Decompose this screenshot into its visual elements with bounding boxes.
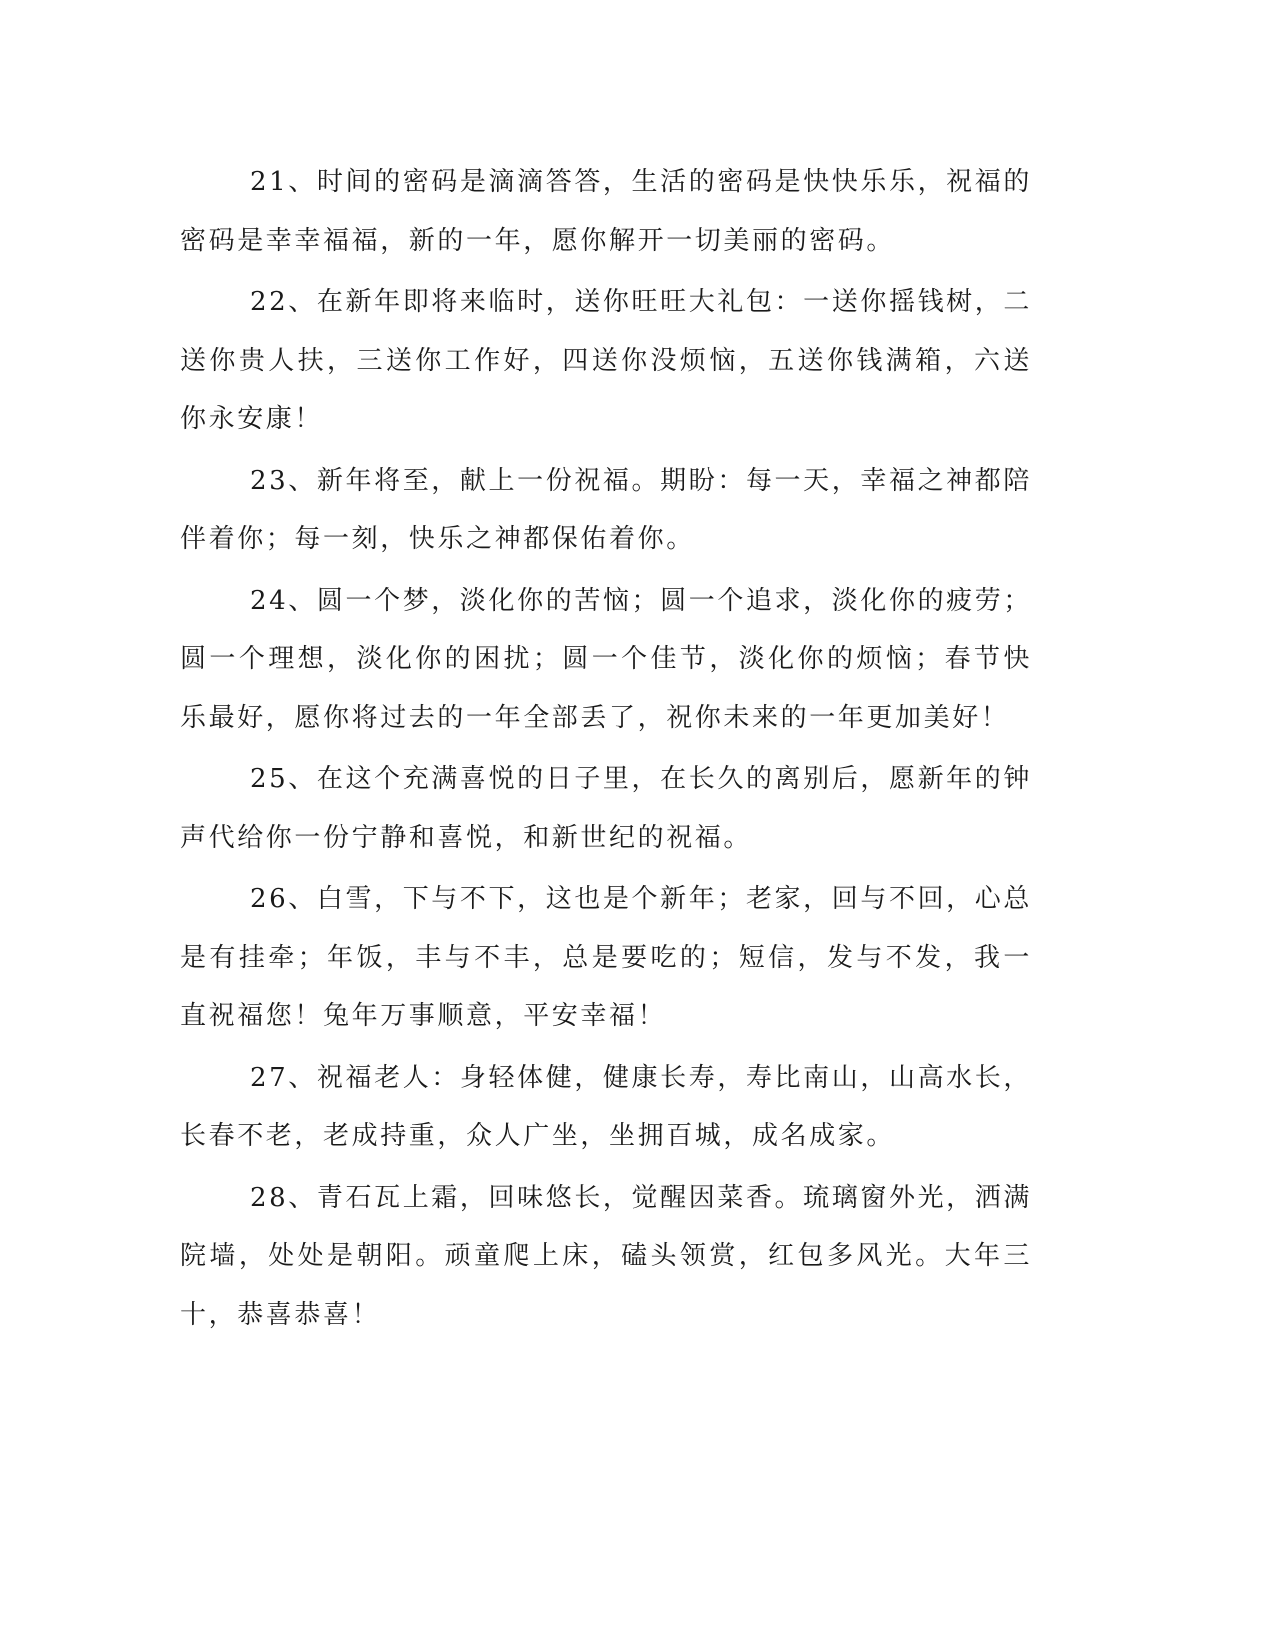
paragraph-23: 23、新年将至，献上一份祝福。期盼：每一天，幸福之神都陪伴着你；每一刻，快乐之神都保佑着你。 bbox=[180, 465, 1032, 554]
paragraph-27: 27、祝福老人：身轻体健，健康长寿，寿比南山，山高水长，长春不老，老成持重，众人广坐，坐拥百城，成名成家。 bbox=[180, 1062, 1032, 1151]
paragraph-25: 25、在这个充满喜悦的日子里，在长久的离别后，愿新年的钟声代给你一份宁静和喜悦，和新世纪的祝福。 bbox=[180, 764, 1032, 853]
paragraph-28: 28、青石瓦上霜，回味悠长，觉醒因菜香。琉璃窗外光，洒满院墙，处处是朝阳。顽童爬上床，磕头领赏，红包多风光。大年三十，恭喜恭喜！ bbox=[180, 1182, 1032, 1330]
paragraph-24: 24、圆一个梦，淡化你的苦恼；圆一个追求，淡化你的疲劳；圆一个理想，淡化你的困扰；圆一个佳节，淡化你的烦恼；春节快乐最好，愿你将过去的一年全部丢了，祝你未来的一年更加美好！ bbox=[180, 585, 1032, 733]
paragraph-21: 21、时间的密码是滴滴答答，生活的密码是快快乐乐，祝福的密码是幸幸福福，新的一年，愿你解开一切美丽的密码。 bbox=[180, 167, 1032, 256]
paragraph-26: 26、白雪，下与不下，这也是个新年；老家，回与不回，心总是有挂牵；年饭，丰与不丰，总是要吃的；短信，发与不发，我一直祝福您！兔年万事顺意，平安幸福！ bbox=[180, 884, 1032, 1031]
document-body bbox=[180, 153, 1032, 1347]
paragraph-22: 22、在新年即将来临时，送你旺旺大礼包：一送你摇钱树，二送你贵人扶，三送你工作好，四送你没烦恼，五送你钱满箱，六送你永安康！ bbox=[180, 287, 1032, 434]
